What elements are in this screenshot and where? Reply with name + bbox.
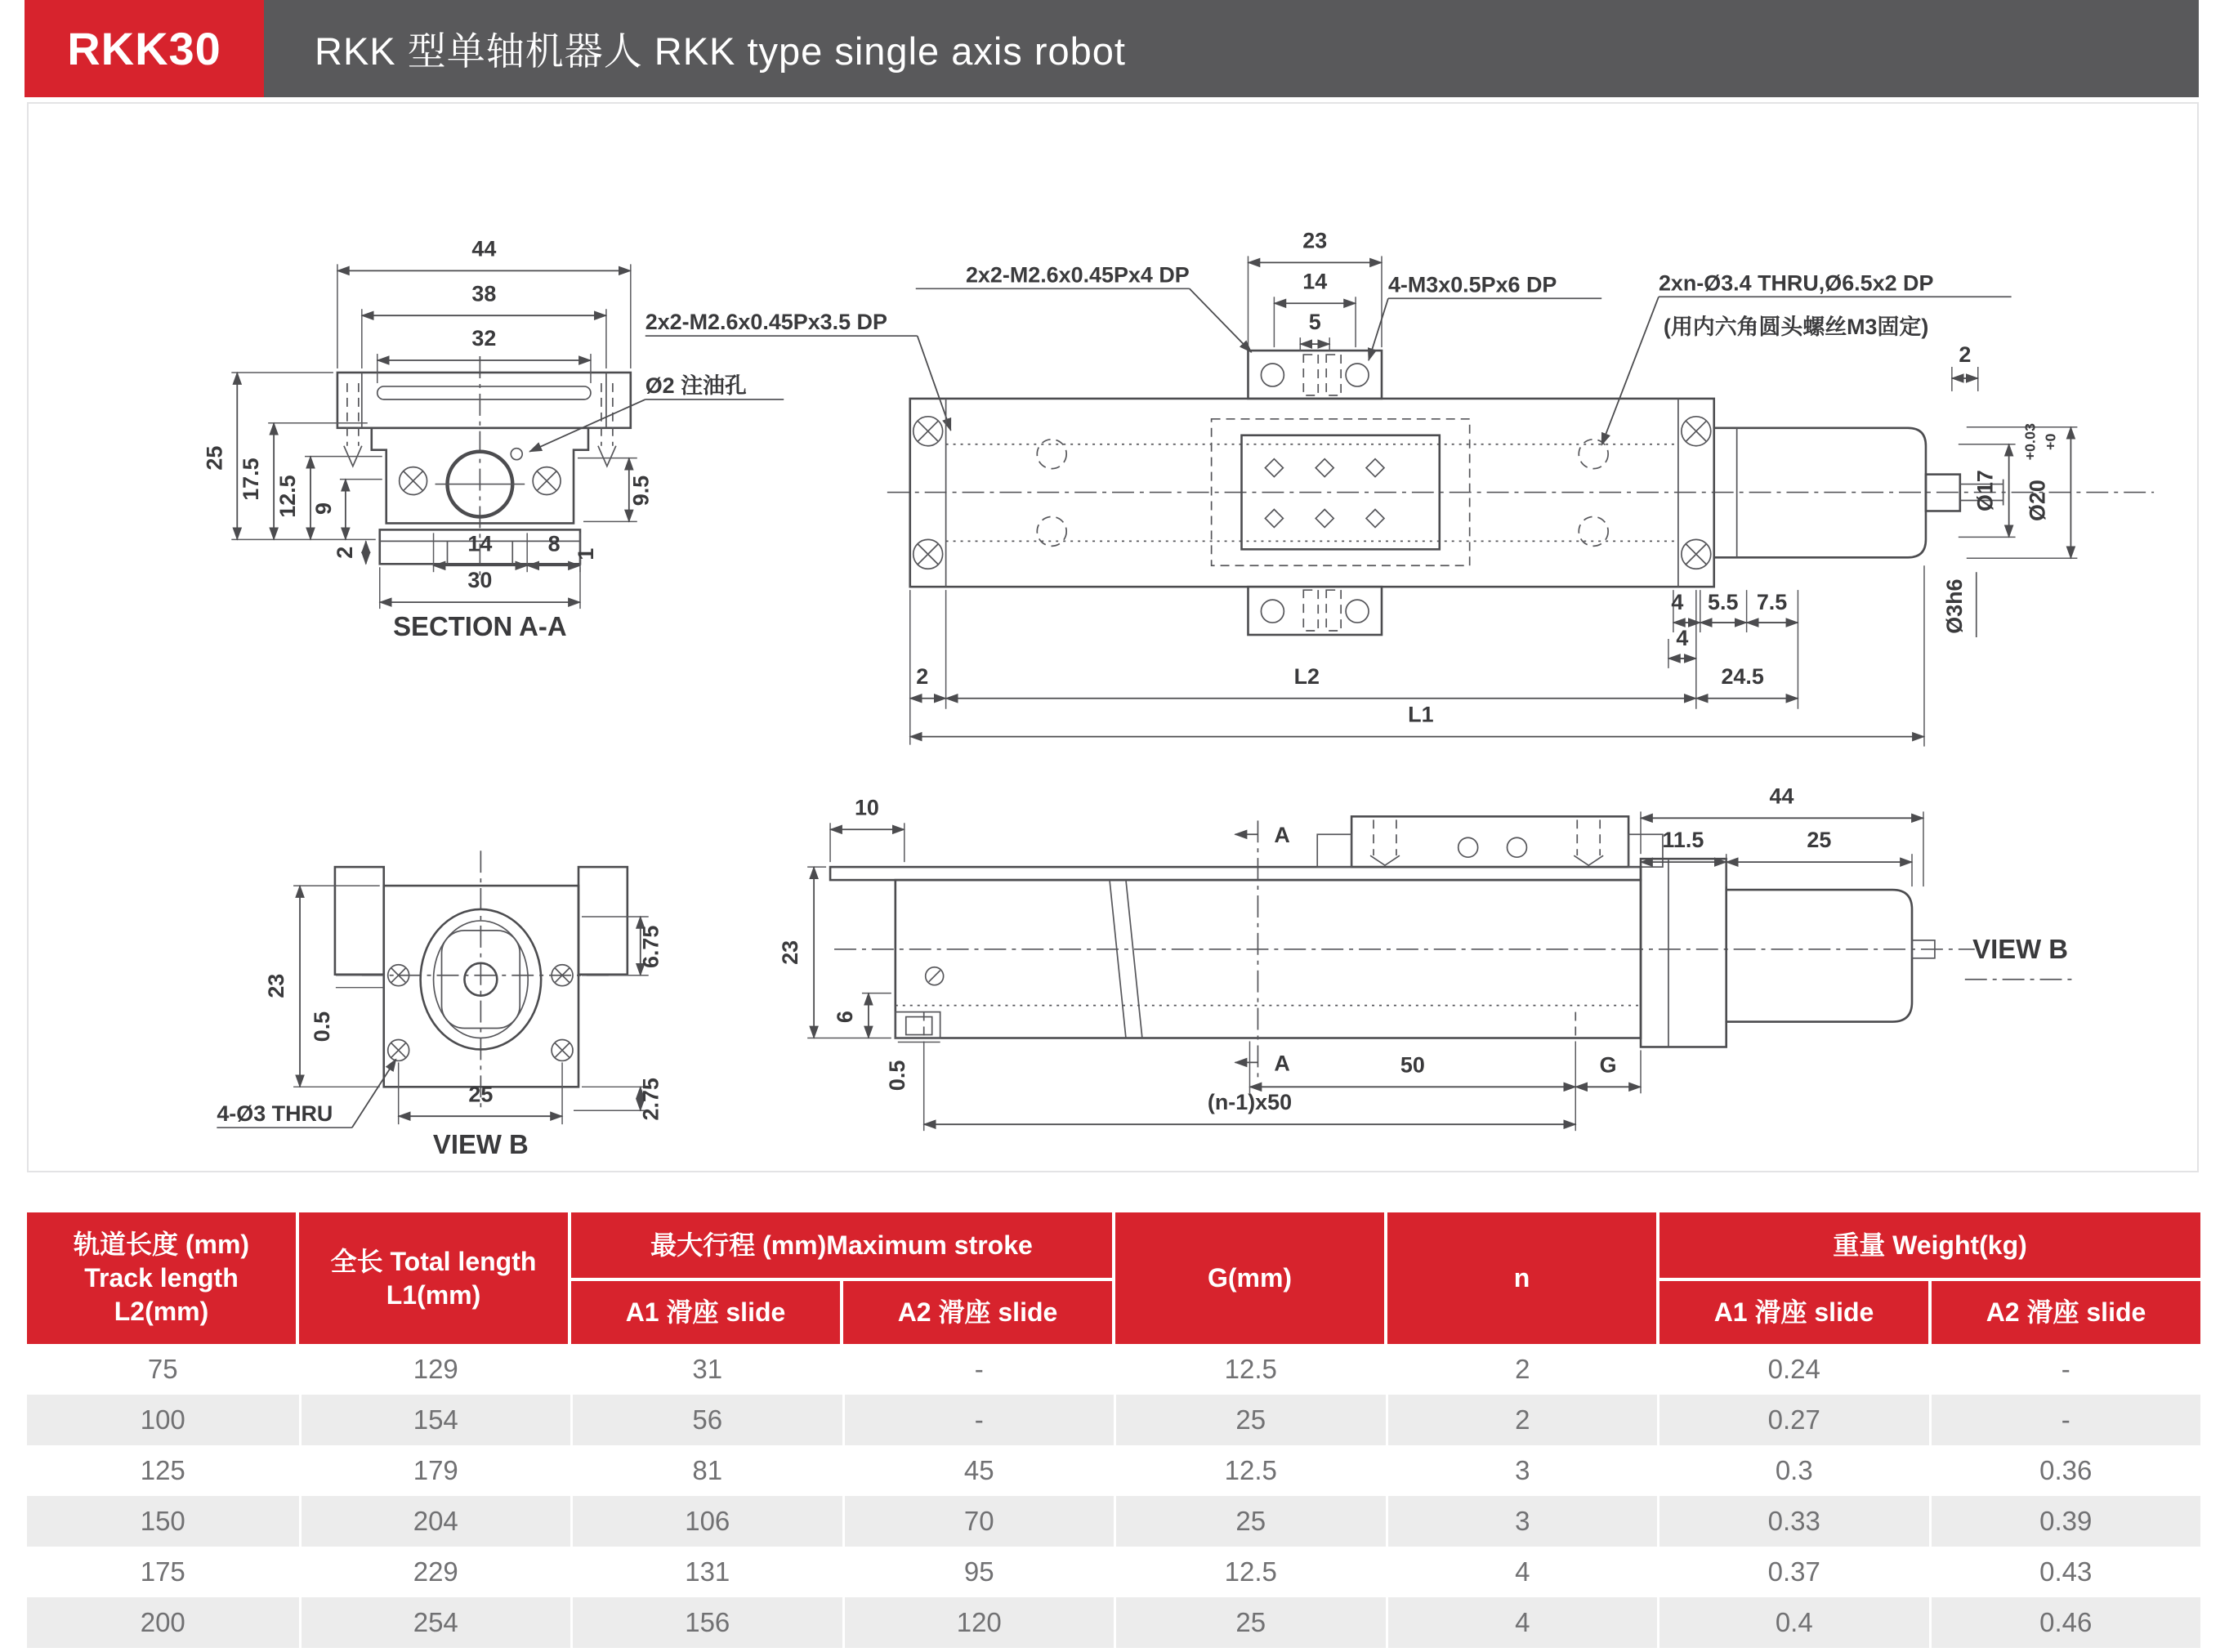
model-name: RKK30	[67, 23, 221, 74]
side-view	[778, 784, 2076, 1131]
dim-0-5-side: 0.5	[884, 1060, 909, 1092]
page-title: RKK 型单轴机器人 RKK type single axis robot	[315, 29, 1126, 73]
label-4-o3-thru: 4-Ø3 THRU	[217, 1101, 333, 1127]
dim-44-side: 44	[1769, 784, 1794, 809]
dim-10: 10	[854, 795, 879, 820]
dim-d20-tol-lo: +0	[2042, 433, 2059, 450]
dim-23-viewb: 23	[264, 973, 289, 998]
dim-38: 38	[471, 281, 497, 306]
dim-2-bot: 2	[916, 663, 929, 689]
technical-drawing	[29, 104, 2197, 1171]
dim-d3h6: Ø3h6	[1941, 578, 1967, 634]
section-aa-view	[202, 236, 950, 641]
dim-24-5: 24.5	[1721, 663, 1764, 689]
table-row: 75 129 31 - 12.5 2 0.24 -	[27, 1344, 2200, 1395]
dim-6-75: 6.75	[638, 925, 663, 969]
col-header-max-stroke: 最大行程 (mm)Maximum stroke	[571, 1212, 1112, 1278]
table-row: 150 204 106 70 25 3 0.33 0.39	[27, 1496, 2200, 1547]
dim-9-5: 9.5	[628, 475, 654, 507]
dim-2: 2	[332, 546, 357, 559]
dim-L1: L1	[1408, 702, 1434, 727]
label-fix: (用内六角圆头螺丝M3固定)	[1663, 315, 1929, 340]
table-row: 200 254 156 120 25 4 0.4 0.46	[27, 1597, 2200, 1648]
label-screws-4dp: 2x2-M2.6x0.45Px4 DP	[965, 262, 1190, 288]
dim-30: 30	[467, 568, 493, 593]
dim-5: 5	[1308, 310, 1321, 335]
label-screws-3-5: 2x2-M2.6x0.45Px3.5 DP	[645, 310, 887, 335]
dim-17-5: 17.5	[239, 458, 264, 501]
view-b-pointer-label: VIEW B	[1972, 933, 2069, 964]
dim-14: 14	[467, 531, 493, 556]
label-oil-hole: Ø2 注油孔	[645, 373, 747, 398]
label-m3: 4-M3x0.5Px6 DP	[1387, 272, 1557, 297]
dim-25-viewb: 25	[468, 1082, 494, 1107]
dim-44: 44	[471, 236, 497, 261]
dim-11-5: 11.5	[1662, 828, 1704, 853]
spec-table-header	[27, 1212, 2200, 1344]
model-badge	[25, 0, 264, 97]
col-header-n: n	[1387, 1212, 1656, 1344]
dim-d20: Ø20	[2025, 480, 2050, 521]
dim-14-plan: 14	[1302, 269, 1328, 294]
col-header-stroke-a2: A2 滑座 slide	[843, 1281, 1112, 1344]
dim-4b: 4	[1676, 625, 1689, 650]
dim-1: 1	[573, 547, 598, 560]
dim-5-5: 5.5	[1708, 590, 1739, 615]
section-mark-a-top: A	[1274, 823, 1290, 848]
view-b-caption: VIEW B	[432, 1129, 529, 1160]
table-row: 100 154 56 - 25 2 0.27 -	[27, 1395, 2200, 1445]
spec-table	[27, 1212, 2200, 1648]
dim-2-75: 2.75	[638, 1078, 663, 1121]
col-header-total-length: 全长 Total length L1(mm)	[299, 1212, 568, 1344]
section-aa-caption: SECTION A-A	[393, 611, 567, 642]
dim-23-side: 23	[778, 940, 803, 965]
drawing-panel	[27, 102, 2199, 1172]
label-thru: 2xn-Ø3.4 THRU,Ø6.5x2 DP	[1658, 270, 1934, 296]
dim-25-side: 25	[1807, 828, 1832, 853]
dim-2-top: 2	[1959, 342, 1972, 368]
col-header-stroke-a1: A1 滑座 slide	[571, 1281, 840, 1344]
dim-32: 32	[471, 326, 497, 351]
dim-23: 23	[1302, 228, 1328, 253]
col-header-weight: 重量 Weight(kg)	[1659, 1212, 2200, 1278]
spec-table-body	[27, 1344, 2200, 1648]
section-mark-a-bottom: A	[1274, 1051, 1290, 1076]
dim-n1x50: (n-1)x50	[1207, 1090, 1293, 1115]
table-row: 125 179 81 45 12.5 3 0.3 0.36	[27, 1445, 2200, 1496]
dim-8: 8	[547, 531, 561, 556]
dim-0-5-viewb: 0.5	[309, 1011, 334, 1043]
col-header-weight-a1: A1 滑座 slide	[1659, 1281, 1928, 1344]
dim-7-5: 7.5	[1756, 590, 1788, 615]
col-header-weight-a2: A2 滑座 slide	[1932, 1281, 2200, 1344]
dim-9: 9	[310, 502, 336, 515]
dim-L2: L2	[1293, 663, 1320, 689]
col-header-track-length: 轨道长度 (mm) Track length L2(mm)	[27, 1212, 296, 1344]
dim-G: G	[1599, 1052, 1617, 1078]
dim-d20-tol-hi: +0.03	[2021, 423, 2039, 461]
dim-d17: Ø17	[1972, 470, 1998, 511]
dim-25: 25	[202, 445, 227, 471]
plan-view	[887, 228, 2154, 746]
dim-50: 50	[1400, 1052, 1425, 1078]
dim-6-side: 6	[832, 1011, 857, 1024]
view-b-view	[217, 851, 663, 1159]
dim-12-5: 12.5	[275, 475, 301, 518]
col-header-g: G(mm)	[1115, 1212, 1384, 1344]
dim-4a: 4	[1671, 590, 1684, 615]
table-row: 175 229 131 95 12.5 4 0.37 0.43	[27, 1547, 2200, 1597]
